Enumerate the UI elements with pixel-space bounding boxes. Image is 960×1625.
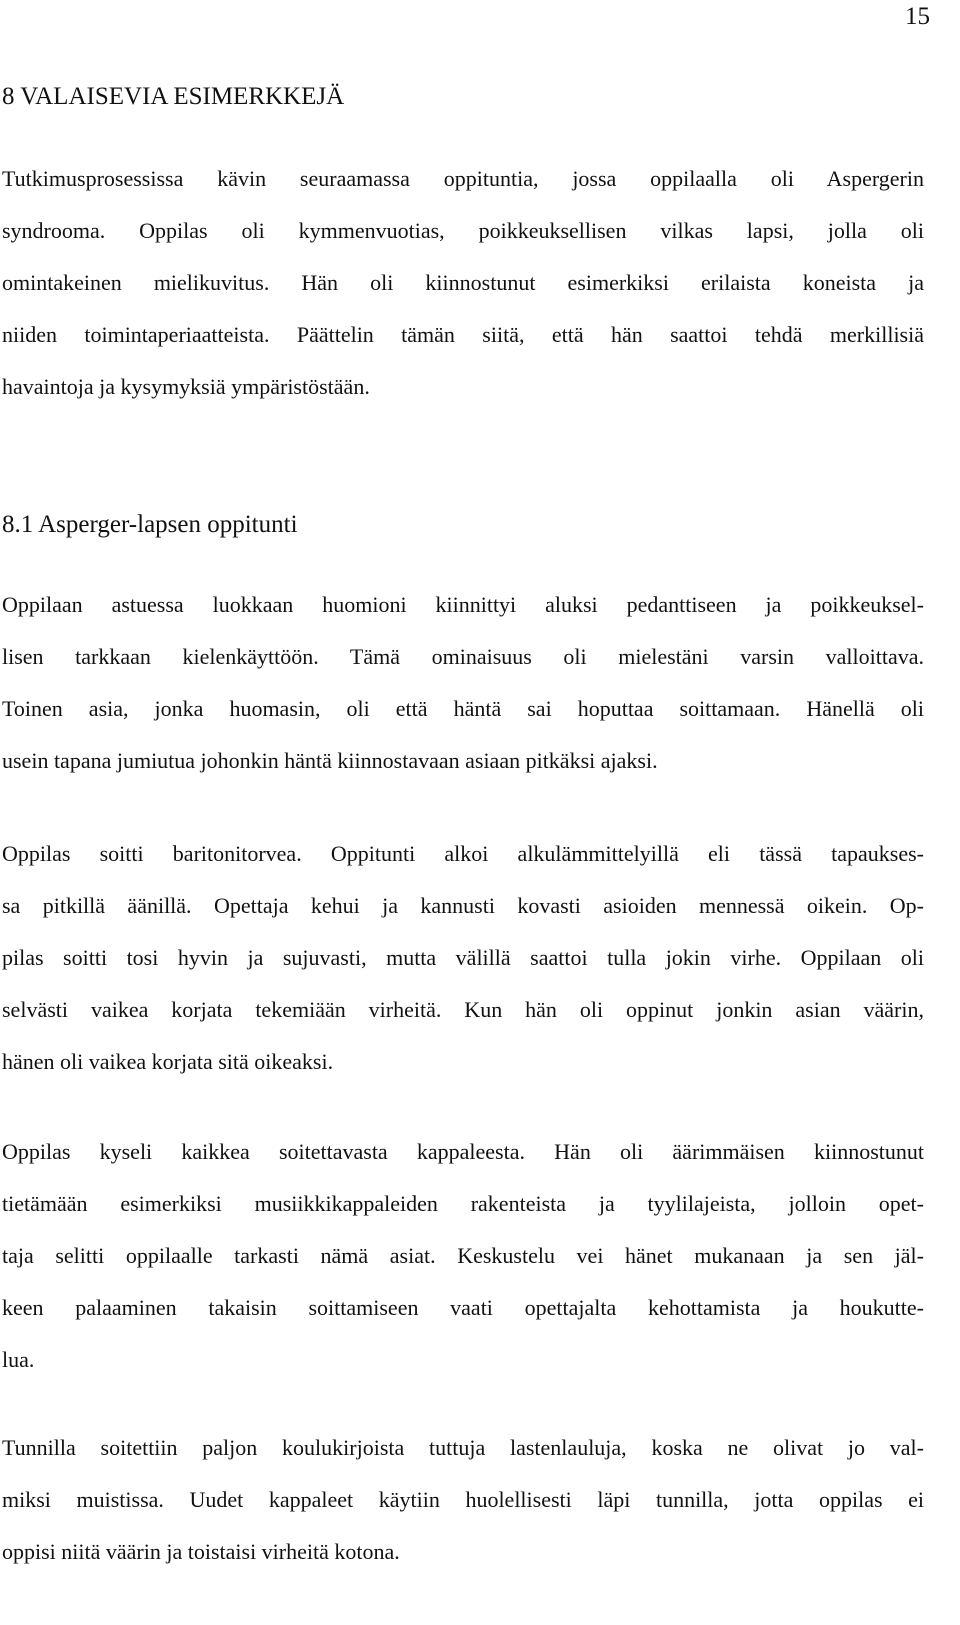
paragraph-line: Oppilas soitti baritonitorvea. Oppitunti alkoi alkulämmittelyillä eli tässä tapaukses- <box>2 841 924 866</box>
paragraph-line: hänen oli vaikea korjata sitä oikeaksi. <box>2 1049 334 1074</box>
paragraph-line: oppisi niitä väärin ja toistaisi virheitä kotona. <box>2 1539 400 1564</box>
paragraph-line: usein tapana jumiutua johonkin häntä kiinnostavaan asiaan pitkäksi ajaksi. <box>2 748 658 773</box>
body-paragraph-3 <box>2 1126 924 1386</box>
paragraph-line: omintakeinen mielikuvitus. Hän oli kiinnostunut esimerkiksi erilaista koneista ja <box>2 270 924 295</box>
body-paragraph-1 <box>2 579 924 787</box>
chapter-heading: 8 VALAISEVIA ESIMERKKEJÄ <box>2 83 345 110</box>
paragraph-line: Tutkimusprosessissa kävin seuraamassa oppituntia, jossa oppilaalla oli Aspergerin <box>2 166 924 191</box>
paragraph-line: niiden toimintaperiaatteista. Päättelin tämän siitä, että hän saattoi tehdä merkillisiä <box>2 322 924 347</box>
paragraph-line: pilas soitti tosi hyvin ja sujuvasti, mutta välillä saattoi tulla jokin virhe. Oppilaan oli <box>2 945 924 970</box>
paragraph-line: keen palaaminen takaisin soittamiseen vaati opettajalta kehottamista ja houkutte- <box>2 1295 924 1320</box>
page-number: 15 <box>905 3 930 30</box>
body-paragraph-2 <box>2 828 924 1088</box>
paragraph-line: Oppilaan astuessa luokkaan huomioni kiinnittyi aluksi pedanttiseen ja poikkeuksel- <box>2 592 924 617</box>
paragraph-line: Toinen asia, jonka huomasin, oli että häntä sai hoputtaa soittamaan. Hänellä oli <box>2 696 924 721</box>
paragraph-line: selvästi vaikea korjata tekemiään virheitä. Kun hän oli oppinut jonkin asian väärin, <box>2 997 924 1022</box>
paragraph-line: tietämään esimerkiksi musiikkikappaleiden rakenteista ja tyylilajeista, jolloin opet- <box>2 1191 924 1216</box>
intro-paragraph <box>2 153 924 413</box>
paragraph-line: Tunnilla soitettiin paljon koulukirjoista tuttuja lastenlauluja, koska ne olivat jo val- <box>2 1435 924 1460</box>
paragraph-line: lisen tarkkaan kielenkäyttöön. Tämä ominaisuus oli mielestäni varsin valloittava. <box>2 644 924 669</box>
section-heading: 8.1 Asperger-lapsen oppitunti <box>2 511 298 538</box>
paragraph-line: taja selitti oppilaalle tarkasti nämä asiat. Keskustelu vei hänet mukanaan ja sen jäl- <box>2 1243 924 1268</box>
paragraph-line: lua. <box>2 1347 35 1372</box>
paragraph-line: syndrooma. Oppilas oli kymmenvuotias, poikkeuksellisen vilkas lapsi, jolla oli <box>2 218 924 243</box>
paragraph-line: havaintoja ja kysymyksiä ympäristöstään. <box>2 374 370 399</box>
paragraph-line: Oppilas kyseli kaikkea soitettavasta kappaleesta. Hän oli äärimmäisen kiinnostunut <box>2 1139 924 1164</box>
paragraph-line: sa pitkillä äänillä. Opettaja kehui ja kannusti kovasti asioiden mennessä oikein. Op- <box>2 893 924 918</box>
body-paragraph-4 <box>2 1422 924 1578</box>
paragraph-line: miksi muistissa. Uudet kappaleet käytiin huolellisesti läpi tunnilla, jotta oppilas ei <box>2 1487 924 1512</box>
